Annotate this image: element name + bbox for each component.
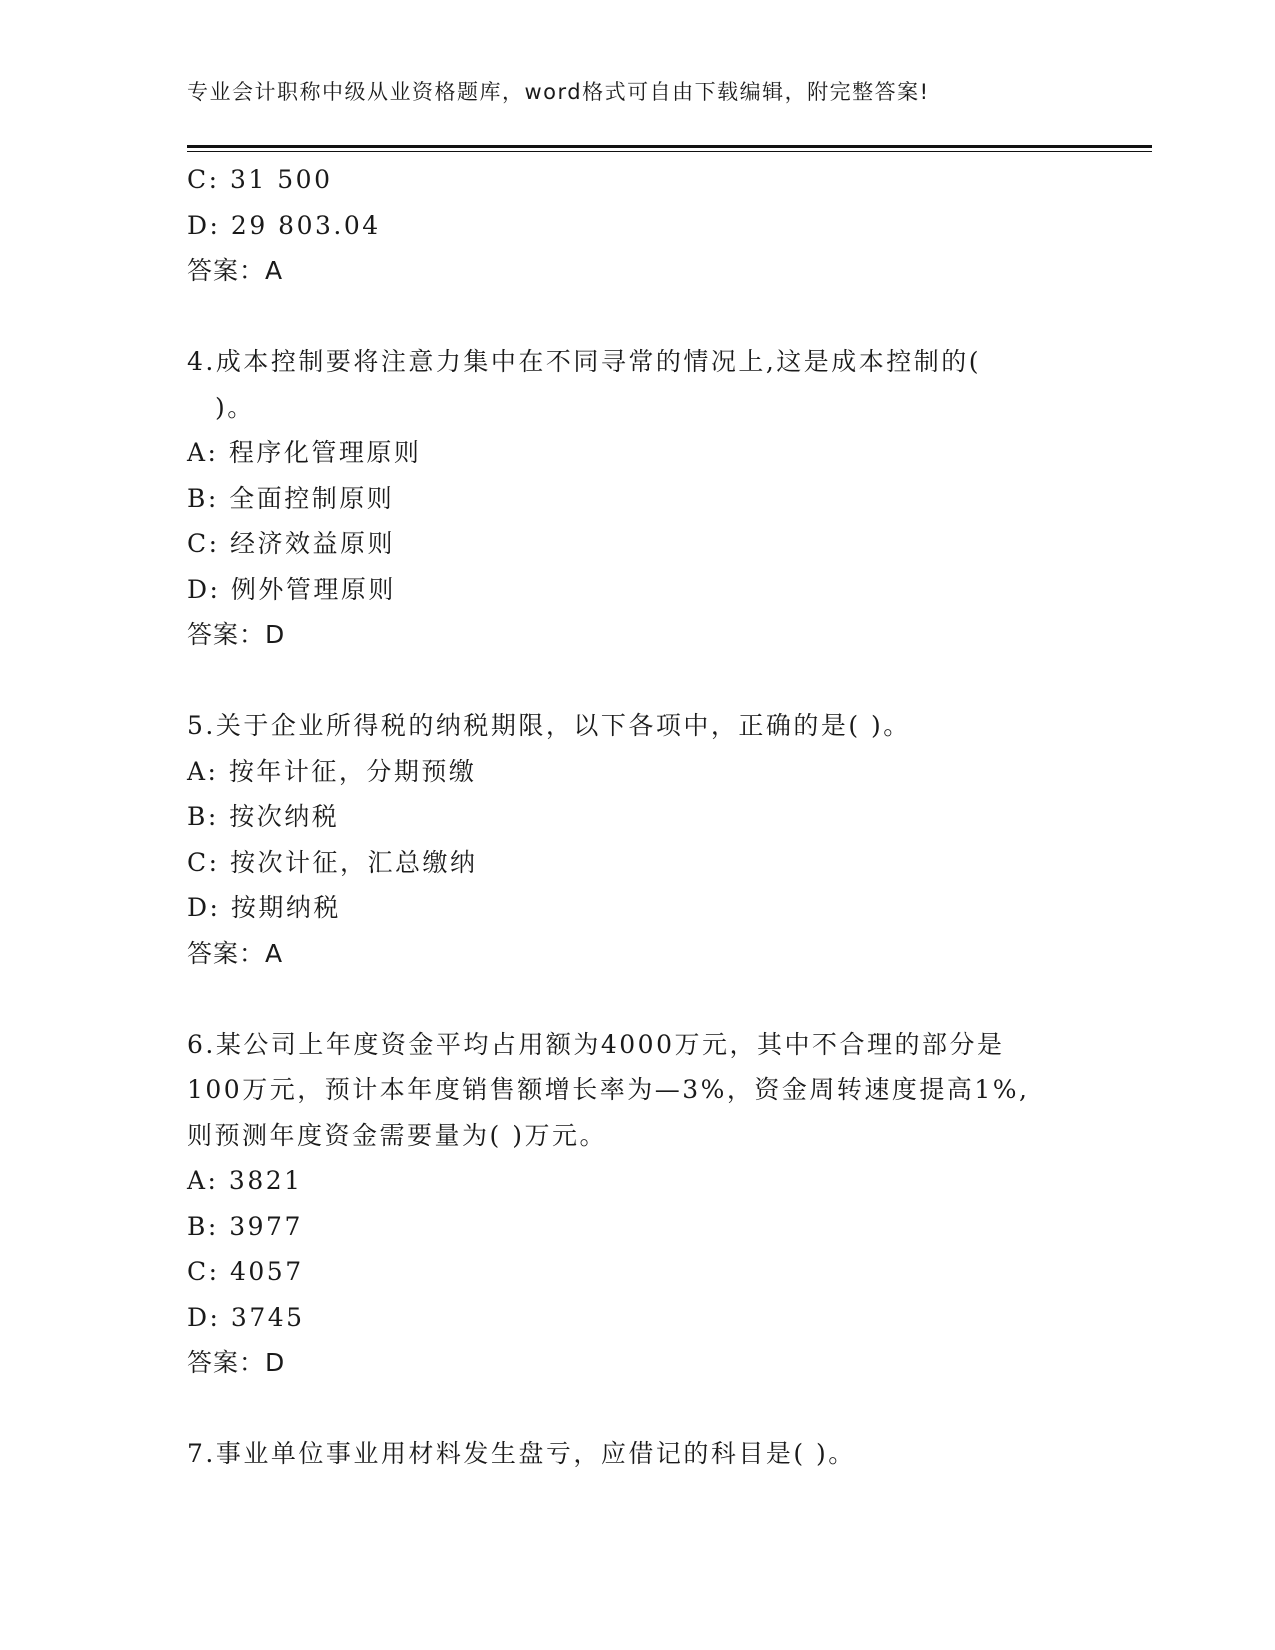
option-c: C: 31 500: [187, 165, 333, 194]
option-a: A: 3821: [187, 1166, 303, 1195]
question-4: [187, 339, 1057, 658]
option-c: C: 4057: [187, 1257, 304, 1286]
question-stem: 5.关于企业所得税的纳税期限，以下各项中，正确的是( )。: [187, 711, 911, 740]
option-d: D: 例外管理原则: [187, 574, 396, 604]
answer-line: 答案：D: [187, 1348, 286, 1377]
question-stem: 6.某公司上年度资金平均占用额为4000万元，其中不合理的部分是: [187, 1029, 1005, 1059]
answer-line: 答案：A: [187, 256, 284, 285]
option-a: A: 程序化管理原则: [187, 438, 422, 467]
question-5: [187, 703, 1057, 976]
option-d: D: 29 803.04: [187, 210, 381, 240]
spacer: [187, 1386, 1057, 1432]
prev-question-block: [187, 157, 1057, 294]
answer-line: 答案：A: [187, 938, 284, 968]
question-7: [187, 1431, 1057, 1477]
spacer: [187, 294, 1057, 340]
page-header: 专业会计职称中级从业资格题库，word格式可自由下载编辑，附完整答案!: [187, 80, 930, 104]
header-rule-thin: [187, 151, 1152, 152]
option-b: B: 全面控制原则: [187, 483, 395, 513]
option-b: B: 按次纳税: [187, 802, 340, 831]
question-stem-continued: 100万元，预计本年度销售额增长率为—3%，资金周转速度提高1%,: [187, 1075, 1030, 1104]
spacer: [187, 976, 1057, 1022]
option-d: D: 按期纳税: [187, 893, 341, 922]
option-c: C: 按次计征，汇总缴纳: [187, 847, 478, 877]
option-b: B: 3977: [187, 1211, 303, 1241]
question-6: [187, 1022, 1057, 1386]
option-c: C: 经济效益原则: [187, 529, 395, 558]
question-stem-continued: )。: [215, 392, 255, 422]
question-stem: 7.事业单位事业用材料发生盘亏，应借记的科目是( )。: [187, 1439, 856, 1468]
question-content: [187, 157, 1057, 1477]
spacer: [187, 658, 1057, 704]
question-stem: 4.成本控制要将注意力集中在不同寻常的情况上,这是成本控制的(: [187, 347, 982, 376]
option-a: A: 按年计征，分期预缴: [187, 756, 477, 786]
option-d: D: 3745: [187, 1302, 305, 1332]
answer-line: 答案：D: [187, 620, 286, 649]
header-rule-thick: [187, 145, 1152, 148]
question-stem-continued: 则预测年度资金需要量为( )万元。: [187, 1120, 607, 1150]
